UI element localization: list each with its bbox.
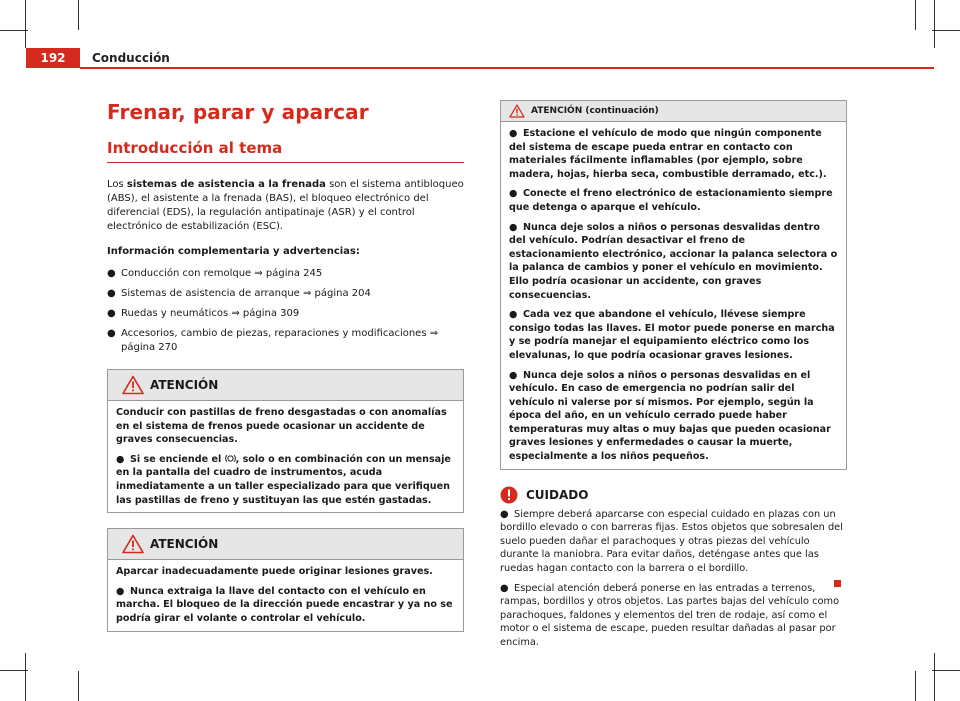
warning-triangle-icon — [509, 104, 525, 118]
bullet-icon: ● — [509, 188, 518, 200]
warning-body — [108, 560, 463, 630]
warning-paragraph: ● Conecte el freno electrónico de estacionamiento siempre que detenga o aparque el vehículo. — [509, 188, 833, 213]
caution-exclamation-icon — [500, 486, 518, 504]
bullet-icon: ● — [107, 308, 116, 319]
bullet-icon: ● — [107, 328, 116, 339]
intro-lead: Los — [107, 179, 127, 190]
caution-paragraph: ● Especial atención deberá ponerse en las entradas a terrenos, rampas, bordillos y otros objetos. Las partes bajas del vehículo como parachoques, faldones y elementos del tren de rodaje, así como el motor o el sistema de escape, pueden resultar dañadas al pasar por encima. — [500, 582, 840, 648]
warning-paragraph: ● Nunca extraiga la llave del contacto con el vehículo en marcha. El bloqueo de la dirección puede encastrar y ya no se podría girar el volante o controlar el vehículo. — [116, 585, 453, 624]
crop-mark — [915, 671, 916, 701]
crop-mark — [25, 653, 26, 701]
page-number: 192 — [26, 48, 80, 68]
warning-paragraph: ● Nunca deje solos a niños o personas desvalidas en el vehículo. En caso de emergencia no podrían salir del vehículo ni valerse por sí mismos. Por ejemplo, según la época del año, en un vehículo cerrado puede haber temperaturas muy altas o muy bajas que pueden ocasionar graves lesiones y enfermedades o causar la muerte, especialmente a los niños pequeños. — [509, 369, 831, 463]
crop-mark — [25, 0, 26, 48]
reference-link[interactable]: Sistemas de asistencia de arranque ⇒ página 204 — [121, 288, 371, 299]
bullet-icon: ● — [107, 268, 116, 279]
crop-mark — [0, 670, 28, 671]
bullet-icon: ● — [500, 582, 509, 594]
reference-link[interactable]: Ruedas y neumáticos ⇒ página 309 — [121, 308, 300, 319]
warning-paragraph: ● Estacione el vehículo de modo que ningún componente del sistema de escape pueda entrar en contacto con materiales fácilmente inflamables (por ejemplo, sobre madera, hojas, hierba seca, combustible derramado, etc.). — [509, 128, 827, 180]
intro-paragraph — [107, 178, 464, 234]
warning-paragraph: Aparcar inadecuadamente puede originar lesiones graves. — [116, 566, 433, 578]
bullet-icon: ● — [509, 309, 518, 321]
warning-header — [108, 370, 463, 401]
warning-body — [501, 122, 846, 469]
warning-header — [501, 101, 846, 122]
warning-triangle-icon — [122, 534, 144, 554]
caution-body — [500, 508, 847, 650]
warning-label: ATENCIÓN (continuación) — [531, 106, 659, 116]
reference-list — [107, 267, 464, 355]
list-item — [107, 307, 464, 321]
section-title: Frenar, parar y aparcar — [107, 100, 369, 124]
warning-box-continued — [500, 100, 847, 470]
left-column — [107, 100, 464, 632]
crop-mark — [915, 0, 916, 30]
crop-mark — [934, 0, 935, 48]
caution-label: CUIDADO — [526, 487, 589, 502]
warning-label: ATENCIÓN — [150, 378, 219, 392]
bullet-icon: ● — [107, 288, 116, 299]
reference-link[interactable]: Conducción con remolque ⇒ página 245 — [121, 268, 323, 279]
warning-paragraph: ● Nunca deje solos a niños o personas desvalidas dentro del vehículo. Podrían desactivar el freno de estacionamiento electrónico, accionar la palanca selectora o la palanca de cambios y poner el vehículo en movimiento. Ello podría ocasionar un accidente, con graves consecuencias. — [509, 221, 838, 301]
bullet-icon: ● — [116, 453, 125, 465]
header-rule — [80, 67, 934, 69]
bullet-icon: ● — [509, 221, 518, 233]
crop-mark — [78, 0, 79, 30]
warning-body — [108, 401, 463, 512]
right-column — [500, 100, 847, 656]
warning-paragraph: ● Cada vez que abandone el vehículo, llévese siempre consigo todas las llaves. El motor puede ponerse en marcha y se podría manejar el equipamiento eléctrico como los elevalunas, lo que podría ocasionar graves lesiones. — [509, 309, 835, 361]
bullet-icon: ● — [509, 369, 518, 381]
warning-box-parking — [107, 528, 464, 631]
list-item — [107, 327, 464, 355]
crop-mark — [932, 670, 960, 671]
warning-paragraph: ● Si se enciende el , solo o en combinación con un mensaje en la pantalla del cuadro de instrumentos, acuda inmediatamente a un taller especializado para que verifiquen las pastillas de freno y sustituyan las que estén gastadas. — [116, 453, 451, 506]
intro-rest: son el sistema antibloqueo (ABS), el asistente a la frenada (BAS), el bloqueo electrónico del diferencial (EDS), la regulación antipatinaje (ASR) y el control electrónico de estabilización (ESC). — [107, 179, 464, 232]
warning-box-brakes — [107, 369, 464, 513]
caution-paragraph: ● Siempre deberá aparcarse con especial cuidado en plazas con un bordillo elevado o con barreras fijas. Estos objetos que sobresalen del suelo pueden dañar el parachoques y otras piezas del vehículo durante la maniobra. Para evitar daños, deténgase antes que las ruedas hagan contacto con la barrera o el bordillo. — [500, 508, 843, 575]
warning-label: ATENCIÓN — [150, 537, 219, 552]
crop-mark — [934, 653, 935, 701]
chapter-title: Conducción — [92, 51, 170, 65]
bullet-icon: ● — [116, 585, 125, 597]
subsection-title: Introducción al tema — [107, 139, 464, 163]
crop-mark — [78, 671, 79, 701]
warning-triangle-icon — [122, 375, 144, 395]
warning-paragraph: Conducir con pastillas de freno desgastadas o con anomalías en el sistema de frenos puede ocasionar un accidente de graves consecuencias. — [116, 407, 447, 446]
crop-mark — [0, 30, 28, 31]
intro-bold: sistemas de asistencia a la frenada — [126, 179, 326, 190]
end-of-section-marker — [834, 580, 841, 587]
bullet-icon: ● — [500, 508, 509, 520]
reference-link[interactable]: Accesorios, cambio de piezas, reparaciones y modificaciones ⇒ página 270 — [121, 328, 439, 353]
caution-header — [500, 486, 847, 504]
warning-header — [108, 529, 463, 560]
list-item — [107, 287, 464, 301]
list-item — [107, 267, 464, 281]
info-heading: Información complementaria y advertencias: — [107, 246, 360, 257]
brake-warning-light-icon — [225, 454, 236, 463]
crop-mark — [932, 30, 960, 31]
bullet-icon: ● — [509, 128, 518, 139]
